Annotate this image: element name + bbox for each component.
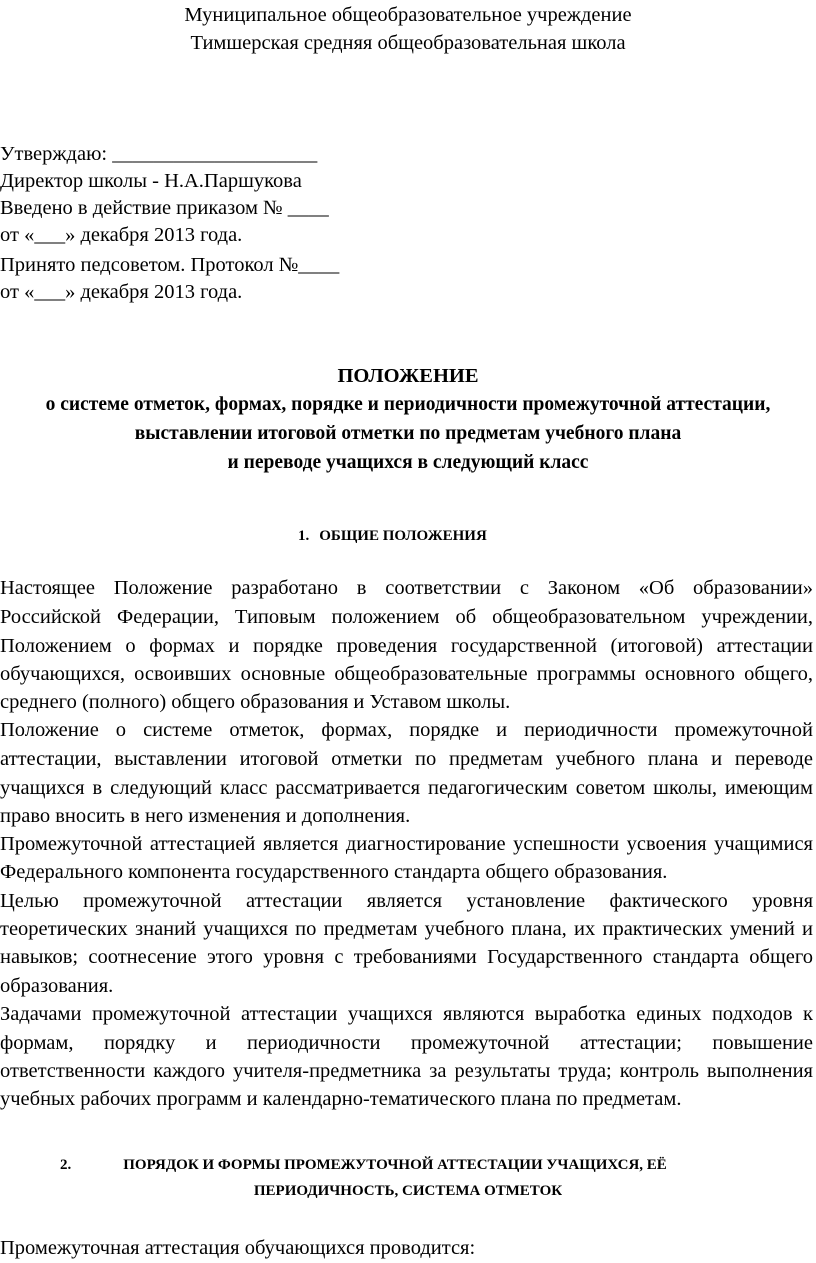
paragraph-5-line-1: Задачами промежуточной аттестации учащихся являются выработка единых подходов к [0,1003,813,1025]
approval-line-4: от «___» декабря 2013 года. [0,224,243,246]
paragraph-3-line-1: Промежуточной аттестацией является диагностирование успешности усвоения учащимися [0,833,813,855]
paragraph-1-line-2: Российской Федерации, Типовым положением об общеобразовательном учреждении, [0,606,813,628]
section-1-heading [298,528,487,545]
document-subtitle-line-2: выставлении итоговой отметки по предметам учебного плана [134,423,682,444]
paragraph-4-line-3: навыков; соотнесение этого уровня с требованиями Государственного стандарта общего [0,946,813,968]
closing-line: Промежуточная аттестация обучающихся проводится: [0,1237,476,1259]
approval-line-2: Директор школы - Н.А.Паршукова [0,170,302,192]
approval-line-3: Введено в действие приказом № ____ [0,197,329,219]
paragraph-1-line-3: Положением о формах и порядке проведения государственной (итоговой) аттестации [0,635,813,657]
approval-line-1: Утверждаю: ____________________ [0,143,318,165]
paragraph-4-line-4: образования. [0,975,114,997]
paragraph-4-line-1: Целью промежуточной аттестации является установление фактического уровня [0,890,813,912]
paragraph-4-line-2: теоретических знаний учащихся по предметам учебного плана, их практических умений и [0,918,813,940]
section-2-title-line-2: ПЕРИОДИЧНОСТЬ, СИСТЕМА ОТМЕТОК [253,1183,563,1199]
approval-line-5: Принято педсоветом. Протокол №____ [0,254,340,276]
paragraph-1-line-5: среднего (полного) общего образования и Уставом школы. [0,691,511,713]
section-1-number: 1. [298,528,310,544]
paragraph-3-line-2: Федерального компонента государственного стандарта общего образования. [0,861,668,883]
paragraph-5-line-4: учебных рабочих программ и календарно-тематического плана по предметам. [0,1088,682,1110]
paragraph-2-line-3: учащихся в следующий класс рассматривается педагогическим советом школы, имеющим [0,777,813,799]
paragraph-2-line-2: аттестации, выставлении итоговой отметки по предметам учебного плана и переводе [0,748,813,770]
paragraph-5-line-3: ответственности каждого учителя-предметника за результаты труда; контроль выполнения [0,1060,813,1082]
paragraph-2-line-1: Положение о системе отметок, формах, порядке и периодичности промежуточной [0,719,813,741]
school-name-line: Тимшерская средняя общеобразовательная школа [190,32,626,54]
document-subtitle-line-1: о системе отметок, формах, порядке и периодичности промежуточной аттестации, [45,394,771,415]
paragraph-1-line-4: обучающихся, освоивших основные общеобразовательные программы основного общего, [0,663,813,685]
section-1-title: ОБЩИЕ ПОЛОЖЕНИЯ [319,528,487,544]
school-type-line: Муниципальное общеобразовательное учреждение [184,4,632,26]
paragraph-5-line-2: формам, порядку и периодичности промежуточной аттестации; повышение [0,1032,813,1054]
section-2-number: 2. [60,1157,72,1173]
section-2-heading-line-1 [60,1157,667,1174]
document-subtitle-line-3: и переводе учащихся в следующий класс [227,452,589,473]
section-2-title-line-1: ПОРЯДОК И ФОРМЫ ПРОМЕЖУТОЧНОЙ АТТЕСТАЦИИ УЧАЩИХСЯ, ЕЁ [123,1157,667,1173]
document-title: ПОЛОЖЕНИЕ [337,365,479,387]
paragraph-1-line-1: Настоящее Положение разработано в соответствии с Законом «Об образовании» [0,577,813,599]
paragraph-2-line-4: право вносить в него изменения и дополнения. [0,805,411,827]
approval-line-6: от «___» декабря 2013 года. [0,281,243,303]
